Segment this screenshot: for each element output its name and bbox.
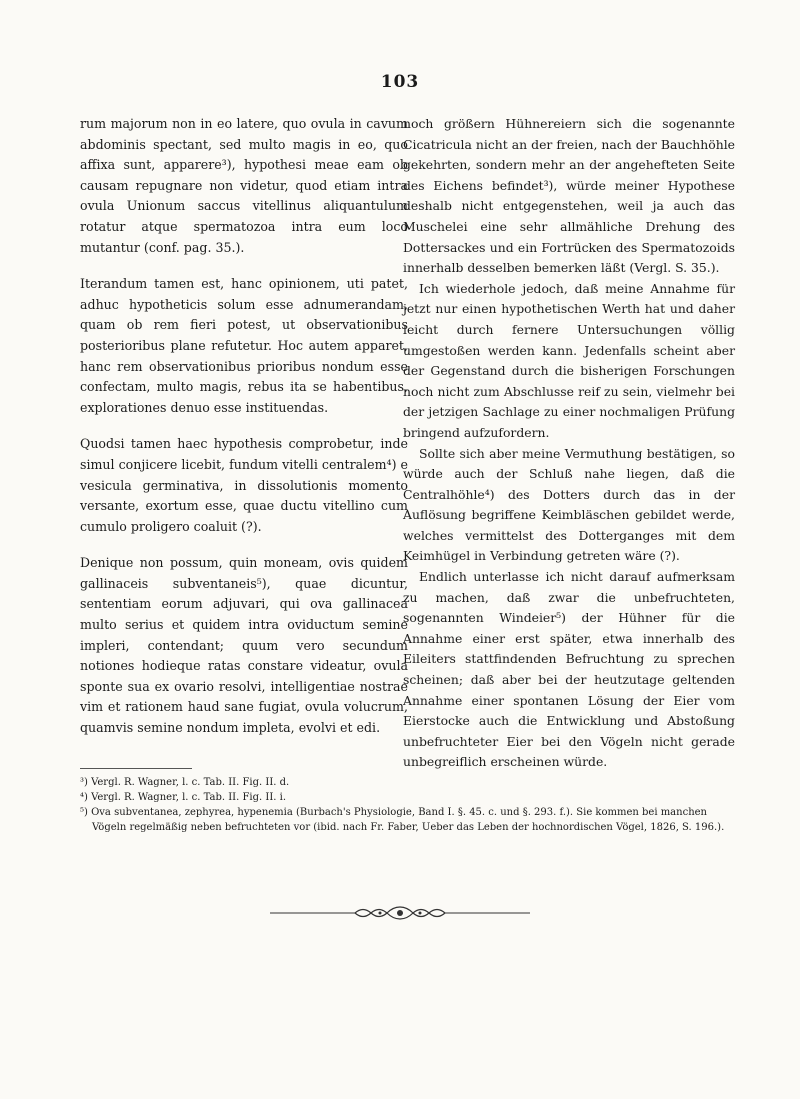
footnote-rule xyxy=(80,768,192,769)
latin-paragraph-4: Denique non possum, quin moneam, ovis quidem gallinaceis subventaneis⁵), quae dicuntur, sententiam eorum adjuvari, qui ova gallinacea multo serius et quidem intra oviductum semine impleri, contendant; quum vero secundum notiones hodieque ratas constare videatur, ovula sponte sua ex ovario resolvi, intelligentiae nostrae vim et rationem haud sane fugiat, ovula volucrum, quamvis semine nondum impleta, evolvi et edi. xyxy=(80,555,408,736)
german-paragraph-2: Ich wiederhole jedoch, daß meine Annahme für jetzt nur einen hypothetischen Werth hat und daher leicht durch fernere Untersuchungen völlig umgestoßen werden kann. Jedenfalls scheint aber der Gegenstand durch die bisherigen Forschungen noch nicht zum Abschlusse reif zu sein, vielmehr bei der jetzigen Sachlage zu einer nochmaligen Prüfung bringend aufzufordern. xyxy=(403,280,735,440)
footnote-4: ⁴) Vergl. R. Wagner, l. c. Tab. II. Fig. II. i. xyxy=(80,792,287,803)
footnote-3: ³) Vergl. R. Wagner, l. c. Tab. II. Fig. II. d. xyxy=(80,777,290,788)
latin-paragraph-2: Iterandum tamen est, hanc opinionem, uti patet, adhuc hypotheticis solum esse adnumerandam, quam ob rem fieri potest, ut observationibus posterioribus plane refutetur. Hoc autem apparet, hanc rem observationibus prioribus nondum esse confectam, multo magis, rebus ita se habentibus, explorationes denuo esse instituendas. xyxy=(80,276,408,415)
footnote-5: ⁵) Ova subventanea, zephyrea, hypenemia (Burbach's Physiologie, Band I. §. 45. c. und §. 293. f.). Sie kommen bei manchen Vögeln regelmäßig neben befruchteten vor (ibid. nach Fr. Faber, Ueber das Leben der hochnordischen Vögel, 1826, S. 196.). xyxy=(80,807,725,833)
german-column xyxy=(403,114,735,773)
latin-column xyxy=(80,114,408,755)
german-paragraph-3: Sollte sich aber meine Vermuthung bestätigen, so würde auch der Schluß nahe liegen, daß die Centralhöhle⁴) des Dotters durch das in der Auflösung begriffene Keimbläschen gebildet werde, welches vermittelst des Dotterganges mit dem Keimhügel in Verbindung getreten wäre (?). xyxy=(403,445,735,564)
german-paragraph-1: noch größern Hühnereiern sich die sogenannte Cicatricula nicht an der freien, nach der Bauchhöhle gekehrten, sondern mehr an der angehefteten Seite des Eichens befindet³), würde meiner Hypothese deshalb nicht entgegenstehen, weil ja auch das Muschelei eine sehr allmähliche Drehung des Dottersackes und ein Fortrücken des Spermatozoids innerhalb desselben bemerken läßt (Vergl. S. 35.). xyxy=(403,116,735,276)
latin-paragraph-1: rum majorum non in eo latere, quo ovula in cavum abdominis spectant, sed multo magis in eo, quo affixa sunt, apparere³), hypothesi meae eam ob causam repugnare non videtur, quod etiam intra ovula Unionum saccus vitellinus aliquantulum rotatur atque spermatozoa intra eum loco mutantur (conf. pag. 35.). xyxy=(80,116,408,255)
footnotes xyxy=(80,775,736,835)
german-paragraph-4: Endlich unterlasse ich nicht darauf aufmerksam zu machen, daß zwar die unbefruchteten, sogenannten Windeier⁵) der Hühner für die Annahme einer erst später, etwa innerhalb des Eileiters stattfindenden Befruchtung zu sprechen scheinen; daß aber bei der heutzutage geltenden Annahme einer spontanen Lösung der Eier vom Eierstocke auch die Entwicklung und Abstoßung unbefruchteter Eier bei den Vögeln nicht gerade unbegreiflich erscheinen würde. xyxy=(403,569,735,770)
latin-paragraph-3: Quodsi tamen haec hypothesis comprobetur, inde simul conjicere licebit, fundum vitelli centralem⁴) e vesicula germinativa, in dissolutionis momento versante, exortum esse, quae ductu vitellino cum cumulo proligero coaluit (?). xyxy=(80,436,408,534)
page-number: 103 xyxy=(380,72,420,92)
ornament-divider xyxy=(260,905,540,921)
